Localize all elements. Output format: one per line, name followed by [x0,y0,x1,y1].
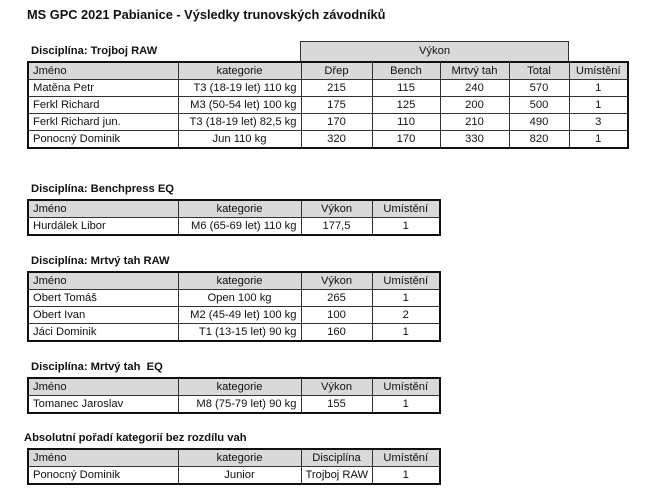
table-benchpress [27,199,441,236]
section-label-mrtvy-eq: Disciplína: Mrtvý tah EQ [31,361,163,373]
header-umisteni: Umístění [372,449,440,467]
cell-jmeno: Tomanec Jaroslav [28,396,178,414]
cell-disciplina: Trojboj RAW [301,467,372,485]
header-mrtvy-tah: Mrtvý tah [440,62,509,80]
section-label-absolutni: Absolutní pořadí kategorií bez rozdílu vah [24,432,247,444]
cell-umisteni: 1 [569,80,628,97]
cell-kategorie: T3 (18-19 let) 82,5 kg [178,114,301,131]
header-jmeno: Jméno [28,449,178,467]
section-label-benchpress: Disciplína: Benchpress EQ [31,183,174,195]
cell-kategorie: T3 (18-19 let) 110 kg [178,80,301,97]
header-vykon: Výkon [301,378,372,396]
table-header-row [28,200,440,218]
header-umisteni: Umístění [372,200,440,218]
header-umisteni: Umístění [569,62,628,80]
table-row [28,396,440,414]
cell-total: 500 [509,97,569,114]
header-vykon: Výkon [301,272,372,290]
vykon-group-header: Výkon [300,41,569,62]
table-header-row [28,272,440,290]
table-row [28,80,628,97]
table-header-row [28,62,628,80]
header-kategorie: kategorie [178,378,301,396]
header-jmeno: Jméno [28,200,178,218]
cell-kategorie: M2 (45-49 let) 100 kg [178,307,301,324]
cell-umisteni: 1 [569,131,628,149]
cell-vykon: 265 [301,290,372,307]
cell-kategorie: M6 (65-69 let) 110 kg [178,218,301,236]
header-kategorie: kategorie [178,272,301,290]
cell-bench: 110 [372,114,440,131]
table-trojboj [27,61,629,149]
table-row [28,97,628,114]
cell-vykon: 100 [301,307,372,324]
cell-umisteni: 1 [372,467,440,485]
header-jmeno: Jméno [28,272,178,290]
cell-vykon: 177,5 [301,218,372,236]
cell-total: 570 [509,80,569,97]
header-kategorie: kategorie [178,62,301,80]
cell-kategorie: Open 100 kg [178,290,301,307]
cell-kategorie: M8 (75-79 let) 90 kg [178,396,301,414]
cell-umisteni: 3 [569,114,628,131]
header-kategorie: kategorie [178,449,301,467]
cell-kategorie: T1 (13-15 let) 90 kg [178,324,301,342]
cell-umisteni: 1 [372,396,440,414]
cell-mrtvy-tah: 210 [440,114,509,131]
cell-jmeno: Ponocný Dominik [28,131,178,149]
table-row [28,218,440,236]
cell-bench: 170 [372,131,440,149]
table-row [28,290,440,307]
header-total: Total [509,62,569,80]
cell-total: 820 [509,131,569,149]
section-label-mrtvy-raw: Disciplína: Mrtvý tah RAW [31,255,170,267]
cell-jmeno: Matěna Petr [28,80,178,97]
table-row [28,307,440,324]
cell-umisteni: 1 [372,218,440,236]
table-absolutni [27,448,441,485]
table-row [28,114,628,131]
cell-drep: 320 [301,131,372,149]
cell-drep: 215 [301,80,372,97]
table-row [28,324,440,342]
cell-kategorie: Junior [178,467,301,485]
cell-vykon: 160 [301,324,372,342]
cell-total: 490 [509,114,569,131]
cell-jmeno: Jáci Dominik [28,324,178,342]
cell-jmeno: Obert Ivan [28,307,178,324]
cell-mrtvy-tah: 200 [440,97,509,114]
table-row [28,467,440,485]
header-umisteni: Umístění [372,272,440,290]
cell-umisteni: 2 [372,307,440,324]
header-jmeno: Jméno [28,62,178,80]
header-bench: Bench [372,62,440,80]
cell-jmeno: Ferkl Richard jun. [28,114,178,131]
header-umisteni: Umístění [372,378,440,396]
cell-kategorie: M3 (50-54 let) 100 kg [178,97,301,114]
table-mrtvy-eq [27,377,441,414]
cell-drep: 175 [301,97,372,114]
cell-vykon: 155 [301,396,372,414]
header-vykon: Výkon [301,200,372,218]
header-drep: Dřep [301,62,372,80]
header-disciplina: Disciplína [301,449,372,467]
table-header-row [28,378,440,396]
cell-bench: 115 [372,80,440,97]
cell-umisteni: 1 [372,324,440,342]
cell-jmeno: Ferkl Richard [28,97,178,114]
header-kategorie: kategorie [178,200,301,218]
cell-drep: 170 [301,114,372,131]
section-label-trojboj: Disciplína: Trojboj RAW [31,45,158,57]
cell-mrtvy-tah: 240 [440,80,509,97]
header-jmeno: Jméno [28,378,178,396]
cell-bench: 125 [372,97,440,114]
table-row [28,131,628,149]
table-mrtvy-raw [27,271,441,342]
cell-jmeno: Obert Tomáš [28,290,178,307]
cell-mrtvy-tah: 330 [440,131,509,149]
cell-jmeno: Ponocný Dominik [28,467,178,485]
cell-umisteni: 1 [569,97,628,114]
cell-kategorie: Jun 110 kg [178,131,301,149]
cell-jmeno: Hurdálek Libor [28,218,178,236]
table-header-row [28,449,440,467]
cell-umisteni: 1 [372,290,440,307]
page-title: MS GPC 2021 Pabianice - Výsledky trunovských závodníků [27,7,386,22]
